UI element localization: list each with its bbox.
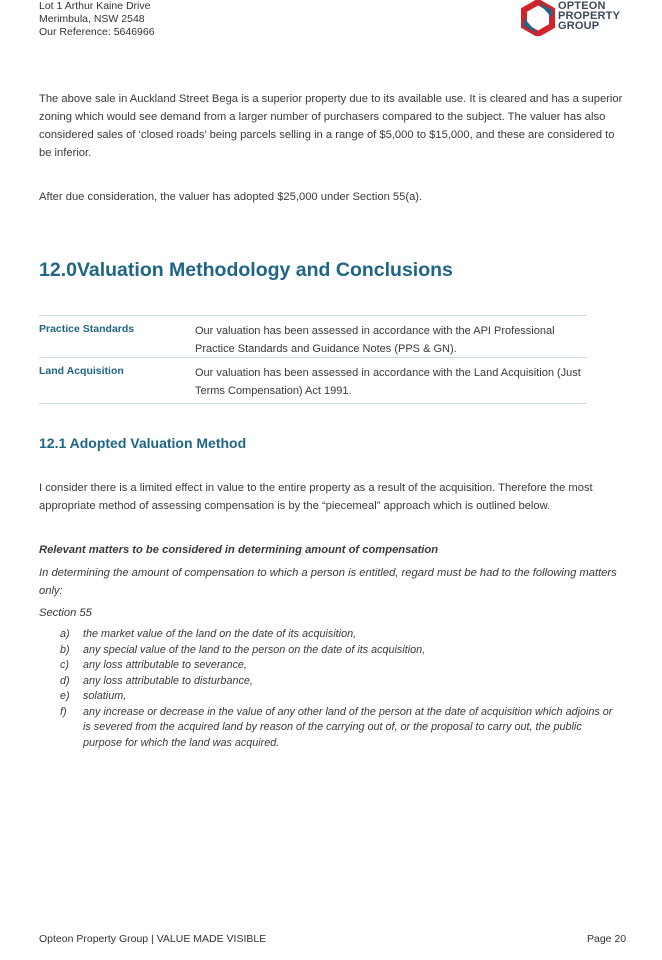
list-text: any special value of the land to the person on the date of its acquisition, — [83, 643, 426, 656]
hexagon-logo-icon — [520, 0, 556, 36]
list-letter: a) — [60, 628, 70, 640]
paragraph-sale-comparison: The above sale in Auckland Street Bega is a superior property due to its available use. It is cleared and has a superior zoning which would see demand from a larger number of purchasers compared to the subject. The valuer has also considered sales of ‘closed roads’ being parcels selling in a range of $5,000 to $15,000, and these are considered to be inferior. — [39, 93, 623, 159]
page-number: Page 20 — [587, 933, 627, 945]
list-item — [60, 627, 620, 643]
list-text: the market value of the land on the date of its acquisition, — [83, 628, 357, 640]
list-item — [60, 674, 620, 690]
reference-line: Our Reference: 5646966 — [39, 26, 155, 38]
row-label: Land Acquisition — [39, 365, 124, 377]
logo-line-3: GROUP — [558, 20, 600, 32]
list-item — [60, 705, 620, 752]
opteon-logo — [520, 0, 630, 36]
row-value: Our valuation has been assessed in accordance with the Land Acquisition (Just Terms Compensation) Act 1991. — [195, 367, 581, 397]
list-item — [60, 658, 620, 674]
list-item — [60, 689, 620, 705]
logo-line-2: PROPERTY — [558, 10, 621, 22]
section-label: Section 55 — [39, 607, 92, 619]
relevant-matters-intro: In determining the amount of compensation to which a person is entitled, regard must be had to the following matters only: — [39, 567, 617, 597]
list-text: solatium, — [83, 690, 127, 702]
table-bottom-divider — [39, 403, 587, 404]
list-item — [60, 643, 620, 659]
logo-wordmark — [558, 1, 620, 31]
list-letter: e) — [60, 690, 70, 702]
address-line-2: Merimbula, NSW 2548 — [39, 13, 145, 25]
subsection-title: 12.1 Adopted Valuation Method — [39, 435, 247, 451]
list-letter: d) — [60, 674, 70, 687]
compensation-list — [60, 627, 620, 751]
row-label: Practice Standards — [39, 323, 135, 335]
list-letter: f) — [60, 705, 67, 718]
paragraph-method: I consider there is a limited effect in value to the entire property as a result of the acquisition. Therefore the most appropriate method of assessing compensation is by the “piecemeal” approach which is outlined below. — [39, 482, 593, 512]
relevant-matters-heading: Relevant matters to be considered in determining amount of compensation — [39, 544, 439, 556]
list-text: any loss attributable to severance, — [83, 659, 247, 671]
table-row — [39, 315, 587, 357]
list-text: any loss attributable to disturbance, — [83, 674, 253, 687]
list-letter: b) — [60, 643, 70, 656]
table-row — [39, 357, 587, 403]
header-address — [39, 0, 155, 39]
list-letter: c) — [60, 659, 69, 671]
list-text: any increase or decrease in the value of any other land of the person at the date of acquisition which adjoins or is severed from the acquired land by reason of the carrying out of, or the proposal to carry out, the public purpose for which the land was acquired. — [83, 705, 613, 749]
section-title: 12.0Valuation Methodology and Conclusions — [39, 259, 453, 281]
row-value: Our valuation has been assessed in accordance with the API Professional Practice Standards and Guidance Notes (PPS & GN). — [195, 325, 555, 355]
footer-tagline: Opteon Property Group | VALUE MADE VISIBLE — [39, 933, 267, 945]
paragraph-adopted-value: After due consideration, the valuer has adopted $25,000 under Section 55(a). — [39, 191, 423, 203]
address-line-1: Lot 1 Arthur Kaine Drive — [39, 0, 151, 12]
logo-line-1: OPTEON — [558, 0, 606, 12]
